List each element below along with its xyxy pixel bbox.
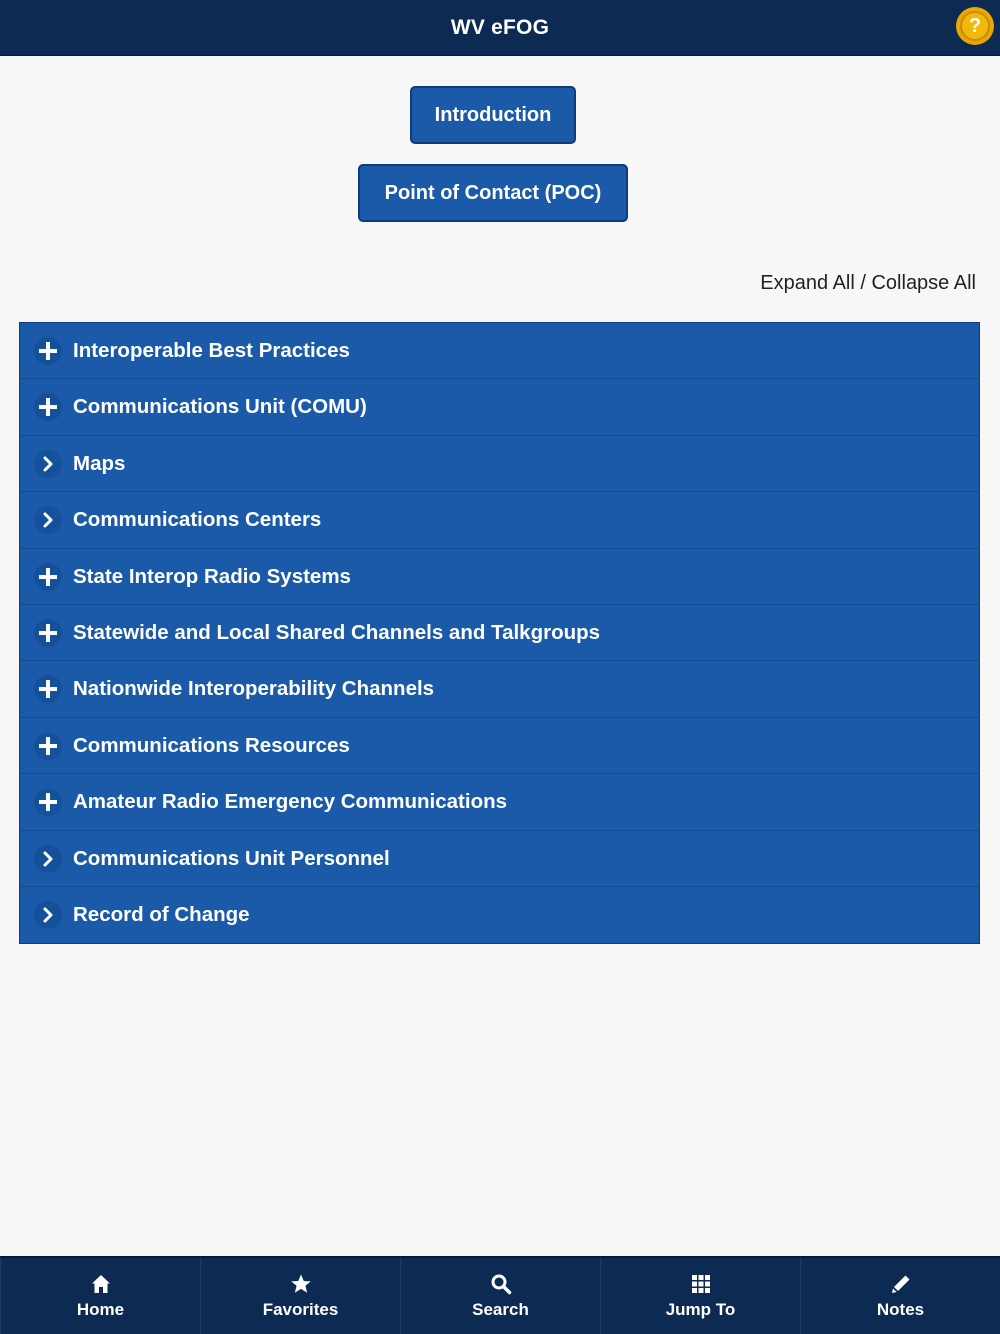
chevron-right-icon <box>34 450 62 478</box>
section-label: Communications Centers <box>73 508 322 532</box>
point-of-contact-button[interactable]: Point of Contact (POC) <box>358 164 628 222</box>
section-item-state-interop-radio-systems[interactable] <box>20 549 979 605</box>
section-item-statewide-shared-channels[interactable] <box>20 605 979 661</box>
tab-label: Search <box>472 1300 529 1319</box>
section-item-communications-unit-personnel[interactable] <box>20 831 979 887</box>
expand-all-link[interactable]: Expand All <box>760 272 855 294</box>
tab-jump-to[interactable] <box>600 1258 800 1334</box>
app-header <box>0 0 1000 56</box>
section-label: Communications Unit (COMU) <box>73 395 367 419</box>
help-icon: ? <box>960 11 990 41</box>
pencil-icon <box>889 1272 913 1296</box>
section-label: Nationwide Interoperability Channels <box>73 677 435 701</box>
expand-collapse-separator: / <box>854 272 872 294</box>
home-icon <box>89 1272 113 1296</box>
section-item-communications-unit[interactable] <box>20 379 979 435</box>
app-title: WV eFOG <box>450 16 550 39</box>
chevron-right-icon <box>34 506 62 534</box>
plus-icon <box>34 337 62 365</box>
plus-icon <box>34 563 62 591</box>
tab-search[interactable] <box>400 1258 600 1334</box>
expand-collapse-controls <box>760 272 976 295</box>
tab-label: Notes <box>876 1300 925 1319</box>
collapse-all-link[interactable]: Collapse All <box>871 272 976 294</box>
plus-icon <box>34 788 62 816</box>
help-button[interactable] <box>956 7 994 45</box>
tab-home[interactable] <box>0 1258 200 1334</box>
section-label: Communications Resources <box>73 733 350 757</box>
section-label: Record of Change <box>73 902 250 926</box>
section-label: State Interop Radio Systems <box>73 564 351 588</box>
star-icon <box>289 1272 313 1296</box>
section-list <box>19 322 980 944</box>
tab-notes[interactable] <box>800 1258 1000 1334</box>
section-label: Communications Unit Personnel <box>73 846 390 870</box>
search-icon <box>489 1272 513 1296</box>
plus-icon <box>34 619 62 647</box>
section-item-nationwide-interoperability-channels[interactable] <box>20 661 979 717</box>
tab-label: Jump To <box>665 1300 736 1319</box>
plus-icon <box>34 675 62 703</box>
section-item-interoperable-best-practices[interactable] <box>20 323 979 379</box>
section-item-communications-centers[interactable] <box>20 492 979 548</box>
section-item-amateur-radio[interactable] <box>20 774 979 830</box>
plus-icon <box>34 732 62 760</box>
chevron-right-icon <box>34 901 62 929</box>
section-label: Maps <box>73 451 126 475</box>
chevron-right-icon <box>34 845 62 873</box>
section-item-maps[interactable] <box>20 436 979 492</box>
section-label: Interoperable Best Practices <box>73 339 350 362</box>
bottom-tab-bar <box>0 1256 1000 1334</box>
tab-favorites[interactable] <box>200 1258 400 1334</box>
plus-icon <box>34 393 62 421</box>
grid-icon <box>689 1272 713 1296</box>
section-item-record-of-change[interactable] <box>20 887 979 943</box>
tab-label: Home <box>76 1300 125 1319</box>
section-label: Statewide and Local Shared Channels and Talkgroups <box>73 620 601 644</box>
section-item-communications-resources[interactable] <box>20 718 979 774</box>
introduction-button[interactable]: Introduction <box>410 86 576 144</box>
section-label: Amateur Radio Emergency Communications <box>73 790 508 814</box>
tab-label: Favorites <box>262 1300 339 1319</box>
